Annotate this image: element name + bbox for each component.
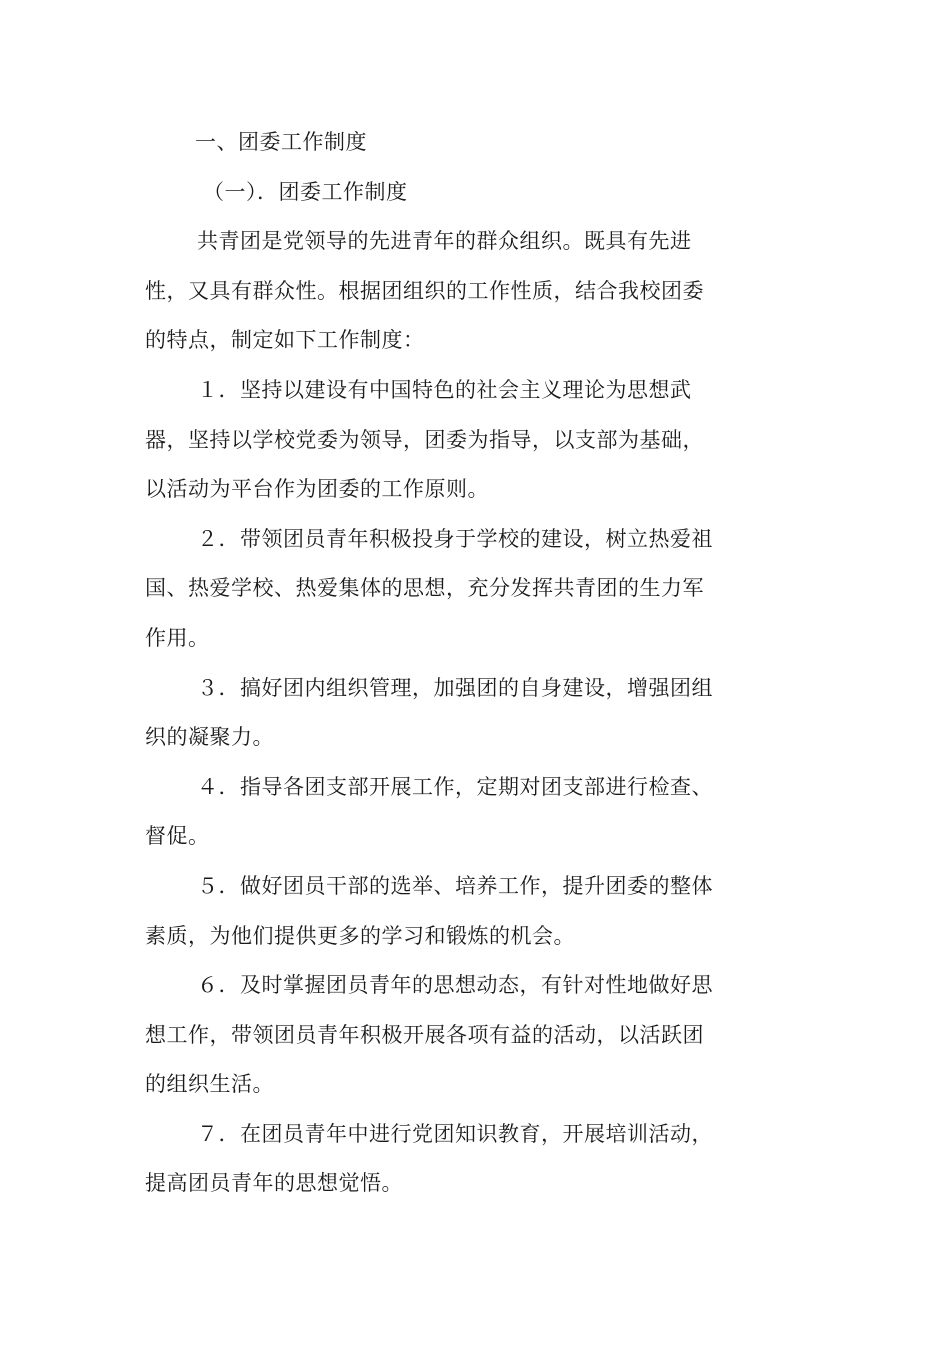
list-item-7 xyxy=(145,1110,755,1209)
paragraph-line: 想工作，带领团员青年积极开展各项有益的活动，以活跃团 xyxy=(145,1022,704,1047)
paragraph-line: １．坚持以建设有中国特色的社会主义理论为思想武 xyxy=(197,377,692,402)
subsection-heading: （一）．团委工作制度 xyxy=(203,179,408,204)
paragraph-line: 督促。 xyxy=(145,824,210,849)
list-item-6 xyxy=(145,961,755,1110)
paragraph-line: 作用。 xyxy=(145,625,210,650)
paragraph-line: 织的凝聚力。 xyxy=(145,725,274,750)
paragraph-line: 器，坚持以学校党委为领导，团委为指导，以支部为基础， xyxy=(145,427,704,452)
paragraph-line: 的组织生活。 xyxy=(145,1072,274,1097)
paragraph-line: ２．带领团员青年积极投身于学校的建设，树立热爱祖 xyxy=(197,526,713,551)
intro-paragraph xyxy=(145,217,755,366)
list-item-5 xyxy=(145,862,755,961)
document-body xyxy=(145,118,755,1209)
list-item-4 xyxy=(145,763,755,862)
paragraph-line: 素质，为他们提供更多的学习和锻炼的机会。 xyxy=(145,923,575,948)
paragraph-line: ３．搞好团内组织管理，加强团的自身建设，增强团组 xyxy=(197,675,713,700)
list-item-3 xyxy=(145,664,755,763)
paragraph-line: 共青团是党领导的先进青年的群众组织。既具有先进 xyxy=(197,229,692,254)
section-heading: 一、团委工作制度 xyxy=(195,130,367,154)
paragraph-line: 的特点，制定如下工作制度： xyxy=(145,328,425,353)
paragraph-line: 以活动为平台作为团委的工作原则。 xyxy=(145,477,489,502)
paragraph-line: ４．指导各团支部开展工作，定期对团支部进行检查、 xyxy=(197,774,713,799)
paragraph-line: 性，又具有群众性。根据团组织的工作性质，结合我校团委 xyxy=(145,278,704,303)
list-item-2 xyxy=(145,515,755,664)
list-item-1 xyxy=(145,366,755,515)
paragraph-line: 提高团员青年的思想觉悟。 xyxy=(145,1171,403,1196)
paragraph-line: 国、热爱学校、热爱集体的思想，充分发挥共青团的生力军 xyxy=(145,576,704,601)
paragraph-line: ６．及时掌握团员青年的思想动态，有针对性地做好思 xyxy=(197,973,713,998)
paragraph-line: ７．在团员青年中进行党团知识教育，开展培训活动， xyxy=(197,1121,713,1146)
paragraph-line: ５．做好团员干部的选举、培养工作，提升团委的整体 xyxy=(197,873,713,898)
